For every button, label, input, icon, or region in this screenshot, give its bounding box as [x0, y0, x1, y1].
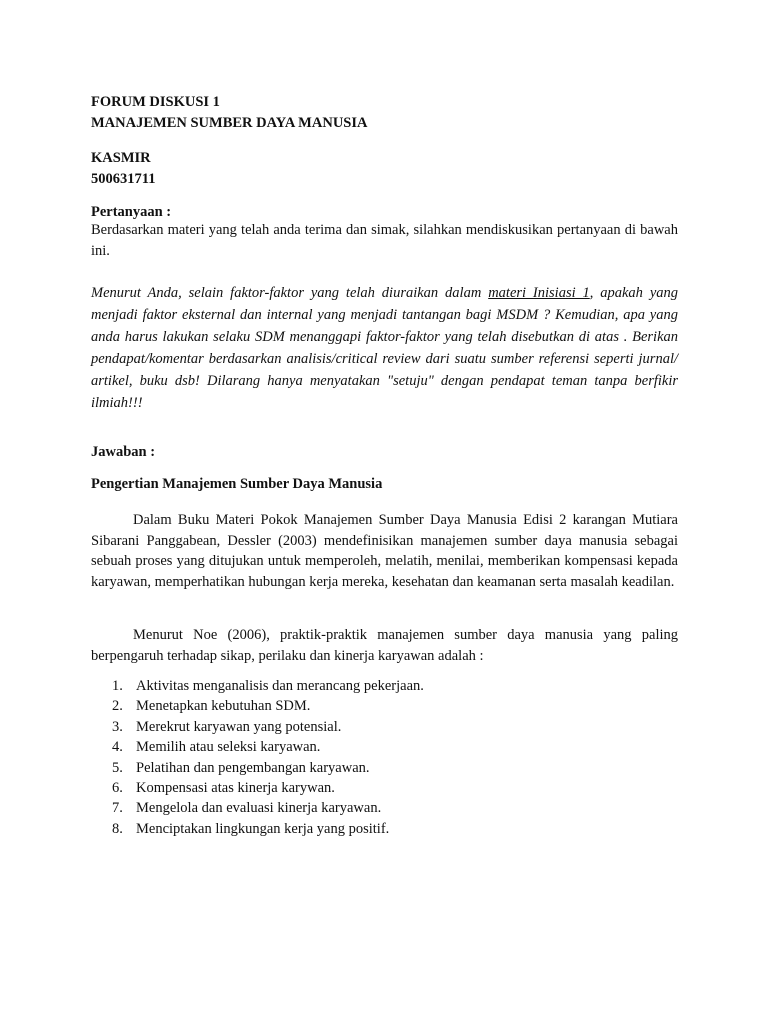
list-item-number: 3.	[112, 718, 123, 735]
prompt-text-end: , apakah yang menjadi faktor eksternal dan internal yang menjadi tantangan bagi MSDM ? Kemudian, apa yang anda harus lakukan selaku SDM menanggapi faktor-faktor yang telah disebutkan di atas . Berikan pendapat/komentar berdasarkan analisis/critical review dari suatu sumber referensi seperti jurnal/ artikel, buku dsb! Dilarang hanya menyatakan "setuju" dengan pendapat teman tanpa berfikir ilmiah!!!	[91, 285, 678, 411]
question-prompt	[91, 282, 678, 414]
list-item	[91, 758, 651, 778]
answer-label: Jawaban :	[91, 444, 156, 460]
author-name: KASMIR	[91, 150, 151, 166]
section-heading: Pengertian Manajemen Sumber Daya Manusia	[91, 476, 383, 492]
title-line-1: FORUM DISKUSI 1	[91, 94, 220, 110]
question-label: Pertanyaan :	[91, 204, 172, 220]
answer-paragraph-1: Dalam Buku Materi Pokok Manajemen Sumber Daya Manusia Edisi 2 karangan Mutiara Sibarani Panggabean, Dessler (2003) mendefinisikan manajemen sumber daya manusia sebagai sebuah proses yang ditujukan untuk memperoleh, melatih, menilai, memberikan kompensasi kepada karyawan, memperhatikan hubungan kerja mereka, kesehatan dan keamanan serta masalah keadilan.	[91, 512, 678, 590]
question-intro: Berdasarkan materi yang telah anda terima dan simak, silahkan mendiskusikan pertanyaan di bawah ini.	[91, 222, 678, 259]
inisiasi-link[interactable]: materi Inisiasi 1	[488, 285, 590, 301]
document-title	[91, 92, 678, 133]
list-item-text: Kompensasi atas kinerja karywan.	[136, 780, 335, 797]
list-item-text: Pelatihan dan pengembangan karyawan.	[136, 759, 370, 776]
list-item	[91, 819, 651, 839]
title-line-2: MANAJEMEN SUMBER DAYA MANUSIA	[91, 114, 368, 131]
student-id: 500631711	[91, 170, 156, 187]
list-item-text: Menetapkan kebutuhan SDM.	[136, 698, 311, 715]
list-item-number: 5.	[112, 759, 123, 776]
list-item-number: 8.	[112, 820, 123, 837]
list-item-text: Mengelola dan evaluasi kinerja karyawan.	[136, 800, 382, 817]
list-item	[91, 798, 651, 818]
list-item-number: 1.	[112, 678, 123, 694]
list-item-text: Menciptakan lingkungan kerja yang positif.	[136, 820, 390, 837]
practice-list	[91, 676, 651, 839]
list-item	[91, 717, 651, 737]
list-item	[91, 737, 651, 757]
list-item-number: 4.	[112, 739, 123, 756]
list-item-text: Memilih atau seleksi karyawan.	[136, 739, 321, 756]
list-item-number: 6.	[112, 780, 123, 797]
list-item-text: Aktivitas menganalisis dan merancang pekerjaan.	[136, 678, 424, 694]
list-item-number: 7.	[112, 800, 123, 817]
list-item-text: Merekrut karyawan yang potensial.	[136, 718, 342, 735]
list-item	[91, 696, 651, 716]
list-item	[91, 676, 651, 696]
list-item	[91, 778, 651, 798]
list-item-number: 2.	[112, 698, 123, 715]
answer-paragraph-2: Menurut Noe (2006), praktik-praktik manajemen sumber daya manusia yang paling berpengaruh terhadap sikap, perilaku dan kinerja karyawan adalah :	[91, 627, 678, 664]
author-block	[91, 148, 678, 189]
prompt-text-start: Menurut Anda, selain faktor-faktor yang telah diuraikan dalam	[91, 285, 489, 301]
